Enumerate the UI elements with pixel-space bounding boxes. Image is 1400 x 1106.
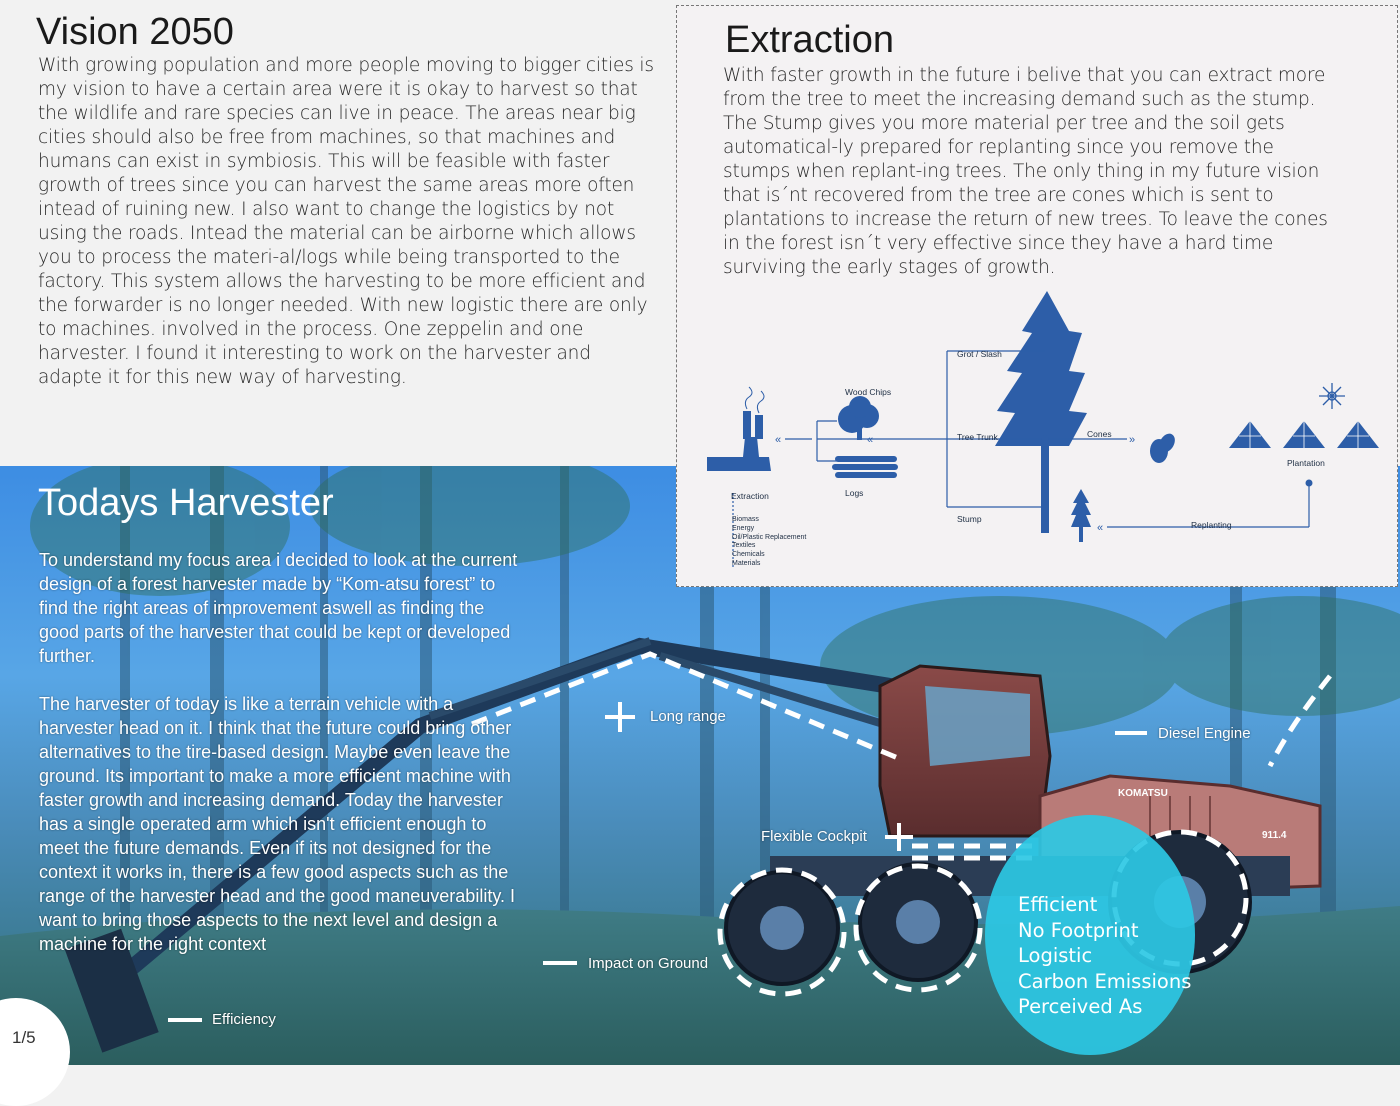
callout-efficiency: Efficiency	[212, 1011, 276, 1028]
use-item: Oil/Plastic Replacement	[732, 534, 807, 541]
logs-icon	[832, 456, 898, 478]
attribute-item: Carbon Emissions	[1018, 969, 1192, 993]
harvester-title: Todays Harvester	[38, 482, 334, 524]
extraction-diagram	[677, 271, 1399, 571]
sun-icon	[1319, 383, 1345, 409]
tree-icon	[995, 291, 1087, 533]
attribute-item: Logistic	[1018, 944, 1093, 967]
callout-long-range: Long range	[650, 708, 726, 725]
attribute-item: No Footprint	[1018, 918, 1139, 942]
harvester-paragraph-2: The harvester of today is like a terrain vehicle with a harvester head on it. I think that the future could bring other alternatives to the tire-based design. Maybe even leave the ground. Its important to make a more efficient machine with faster growth and increasing demand. Today the harvester has a single operated arm which isn't efficient enough to meet the future demands. Even if its not designed for the context it works in, there is a few good aspects such as the range of the harvester head and the good maneuverability. I want to bring those aspects to the next level and design a machine for the right context	[39, 694, 515, 954]
svg-text:«: «	[775, 434, 782, 446]
use-item: Textiles	[732, 542, 756, 549]
attribute-item: Efficient	[1018, 893, 1098, 916]
label-wood-chips: Wood Chips	[845, 387, 892, 397]
svg-text:»: »	[1129, 434, 1136, 446]
label-grot: Grot / Slash	[957, 349, 1002, 359]
label-tree-trunk: Tree Trunk	[957, 432, 998, 442]
label-plantation: Plantation	[1287, 458, 1325, 468]
factory-icon	[707, 411, 771, 471]
attributes-list	[1018, 892, 1191, 1020]
harvester-body	[39, 548, 519, 980]
use-item: Energy	[732, 525, 755, 532]
cones-icon	[1150, 431, 1178, 463]
label-logs: Logs	[845, 488, 864, 498]
komatsu-label: KOMATSU	[1118, 788, 1168, 799]
extraction-body: With faster growth in the future i belive that you can extract more from the tree to meet the increasing demand such as the stump. The Stump gives you more material per tree and the soil gets automatical-ly prepared for replanting since you remove the stumps when replant-ing trees. The only thing in my future vision that is´nt recovered from the tree are cones which is sent to plantations to increase the return of new trees. To leave the cones in the forest isn´t very effective since they have a hard time surviving the early stages of growth.	[723, 65, 1328, 278]
use-item: Chemicals	[732, 551, 765, 558]
callout-impact-on-ground: Impact on Ground	[588, 955, 709, 972]
model-label: 911.4	[1262, 830, 1287, 841]
use-item: Biomass	[732, 516, 759, 523]
label-replanting: Replanting	[1191, 520, 1232, 530]
extraction-section	[676, 5, 1398, 587]
use-item: Materials	[732, 560, 761, 567]
attribute-item: Perceived As	[1018, 995, 1143, 1018]
callout-flexible-cockpit: Flexible Cockpit	[761, 828, 867, 845]
vision-section	[0, 0, 676, 466]
callout-diesel-engine: Diesel Engine	[1158, 725, 1251, 742]
extraction-title: Extraction	[725, 19, 894, 61]
harvester-paragraph-1: To understand my focus area i decided to look at the current design of a forest harvester made by “Kom-atsu forest” to find the right areas of improvement aswell as finding the good parts of the harvester that could be kept or developed further.	[39, 550, 518, 666]
sapling-icon	[1071, 489, 1091, 542]
label-stump: Stump	[957, 514, 982, 524]
svg-text:«: «	[867, 434, 874, 446]
vision-body: With growing population and more people moving to bigger cities is my vision to have a certain area were it is okay to harvest so that the wildlife and rare species can live in peace. The areas near big cities should also be free from machines, so that machines and humans can exist in symbiosis. This will be feasible with faster growth of trees since you can harvest the same areas more often intead of ruining new. I also want to change the logistics by not using the roads. Intead the material can be airborne which allows you to process the materi-al/logs while being transported to the factory. This system allows the harvesting to be more efficient and the forwarder is no longer needed. With new logistic there are only to machines. involved in the process. One zeppelin and one harvester. I found it interesting to work on the harvester and adapte it for this new way of harvesting.	[38, 55, 654, 388]
label-cones: Cones	[1087, 429, 1112, 439]
label-extraction: Extraction	[731, 491, 769, 501]
page-number: 1/5	[12, 1028, 36, 1047]
vision-title: Vision 2050	[36, 11, 234, 53]
svg-text:«: «	[1097, 522, 1104, 534]
